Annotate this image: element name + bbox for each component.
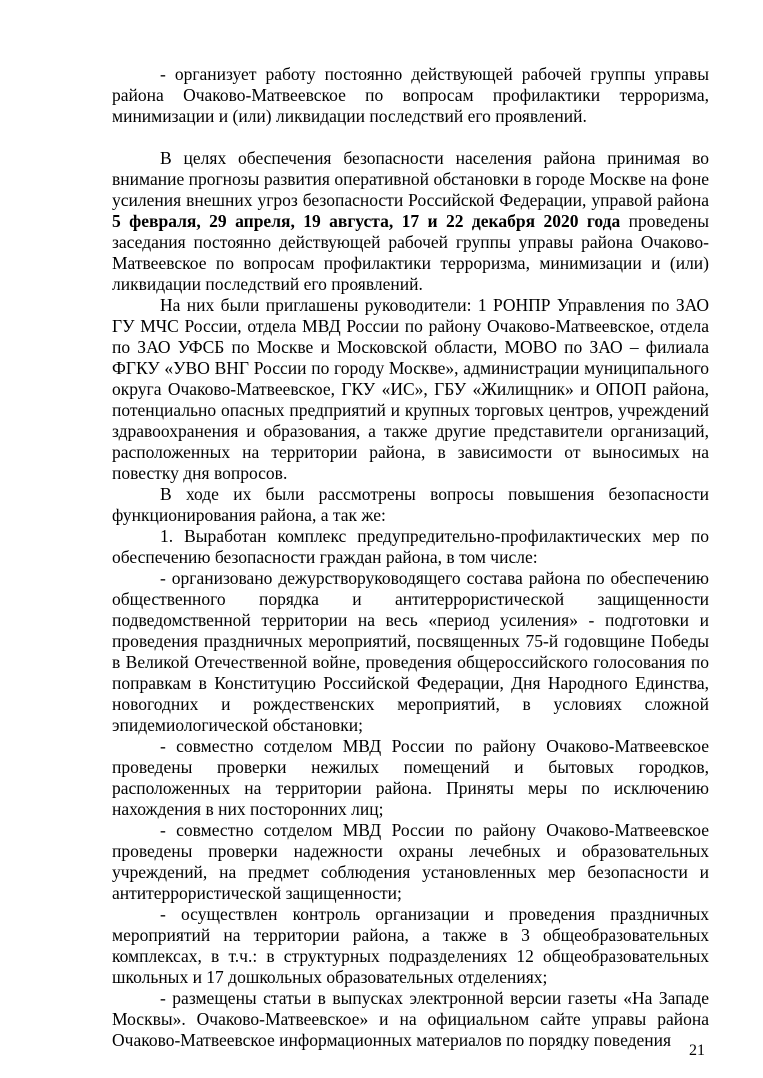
- meetings-dates: 5 февраля, 29 апреля, 19 августа, 17 и 22 декабря 2020 года: [112, 211, 621, 231]
- paragraph-events-control: - осуществлен контроль организации и проведения праздничных мероприятий на территории района, а также в 3 общеобразовательных комплексах, в т.ч.: в структурных подразделениях 12 общеобразовательных школьных и 17 дошкольных образовательных отделениях;: [112, 904, 709, 987]
- document-body: [112, 64, 709, 1051]
- paragraph-reviewed: В ходе их были рассмотрены вопросы повышения безопасности функционирования района, а так же:: [112, 484, 709, 525]
- paragraph-publications: - размещены статьи в выпусках электронной версии газеты «На Западе Москвы». Очаково-Матвеевское» и на официальном сайте управы района Очаково-Матвеевское информационных материалов по порядку поведения: [112, 988, 709, 1050]
- paragraph-invited: На них были приглашены руководители: 1 РОНПР Управления по ЗАО ГУ МЧС России, отдела МВД России по району Очаково-Матвеевское, отдела по ЗАО УФСБ по Москве и Московской области, МОВО по ЗАО – филиала ФГКУ «УВО ВНГ России по городу Москве», администрации муниципального округа Очаково-Матвеевское, ГКУ «ИС», ГБУ «Жилищник» и ОПОП района, потенциально опасных предприятий и крупных торговых центров, учреждений здравоохранения и образования, а также другие представители организаций, расположенных на территории района, в зависимости от выносимых на повестку дня вопросов.: [112, 295, 709, 483]
- meetings-text-after: проведены заседания постоянно действующей рабочей группы управы района Очаково-Матвеевское по вопросам профилактики терроризма, минимизации и (или) ликвидации последствий его проявлений.: [112, 211, 709, 294]
- paragraph-measures: 1. Выработан комплекс предупредительно-профилактических мер по обеспечению безопасности граждан района, в том числе:: [112, 526, 709, 567]
- paragraph-inspections-premises: - совместно сотделом МВД России по району Очаково-Матвеевское проведены проверки нежилых помещений и бытовых городков, расположенных на территории района. Приняты меры по исключению нахождения в них посторонних лиц;: [112, 736, 709, 819]
- paragraph-duty: - организовано дежурстворуководящего состава района по обеспечению общественного порядка и антитеррористической защищенности подведомственной территории на весь «период усиления» - подготовки и проведения праздничных мероприятий, посвященных 75-й годовщине Победы в Великой Отечественной войне, проведения общероссийского голосования по поправкам в Конституцию Российской Федерации, Дня Народного Единства, новогодних и рождественских мероприятий, в условиях сложной эпидемиологической обстановки;: [112, 568, 709, 735]
- page-number: 21: [689, 1042, 705, 1059]
- meetings-text-before: В целях обеспечения безопасности населения района принимая во внимание прогнозы развития оперативной обстановки в городе Москве на фоне усиления внешних угроз безопасности Российской Федерации, управой района: [112, 148, 709, 210]
- paragraph-inspections-security: - совместно сотделом МВД России по району Очаково-Матвеевское проведены проверки надежности охраны лечебных и образовательных учреждений, на предмет соблюдения установленных мер безопасности и антитеррористической защищенности;: [112, 820, 709, 903]
- paragraph-meetings: [112, 148, 709, 295]
- paragraph-working-group: - организует работу постоянно действующей рабочей группы управы района Очаково-Матвеевское по вопросам профилактики терроризма, минимизации и (или) ликвидации последствий его проявлений.: [112, 64, 709, 126]
